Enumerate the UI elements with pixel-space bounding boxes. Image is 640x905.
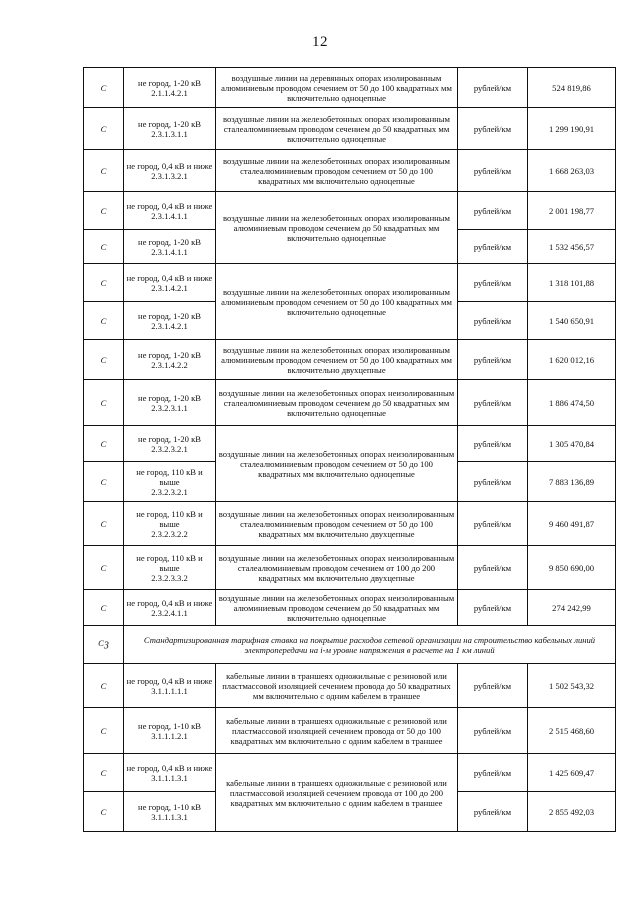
voltage-level: не город, 0,4 кВ и ниже [126,272,213,283]
rate-code: 2.3.1.4.2.2 [151,359,188,370]
unit: рублей/км [458,462,528,502]
rate-value: 1 425 609,47 [528,754,616,792]
line-description: воздушные линии на железобетонных опорах изолированным сталеалюминиевым проводом сечением до 50 квадратных мм включительно одноцепные [216,108,458,150]
voltage-level: не город, 1-10 кВ [138,720,201,731]
voltage-level: не город, 0,4 кВ и ниже [126,200,213,211]
rate-code: 2.1.1.4.2.1 [151,87,188,98]
voltage-level-cell [124,108,216,150]
voltage-level-cell [124,590,216,626]
line-description: воздушные линии на деревянных опорах изолированным алюминиевым проводом сечением от 50 до 100 квадратных мм включительно одноцепные [216,68,458,108]
page-number: 12 [312,34,328,50]
line-description: воздушные линии на железобетонных опорах неизолированным сталеалюминиевым проводом сечением от 100 до 200 квадратных мм включительно двухцепные [216,546,458,590]
rate-code: 2.3.1.3.2.1 [151,170,188,181]
rate-symbol: C [84,264,124,302]
unit: рублей/км [458,264,528,302]
voltage-level: не город, 1-20 кВ [138,349,201,360]
table-row [84,708,616,754]
voltage-level-cell [124,546,216,590]
rate-symbol: C [84,302,124,340]
section-title: Стандартизированная тарифная ставка на покрытие расходов сетевой организации на строительство кабельных линий электропередачи на i-м уровне напряжения в расчете на 1 км линий [124,626,616,664]
voltage-level-cell [124,264,216,302]
table-row [84,150,616,192]
rate-symbol: C [84,502,124,546]
unit: рублей/км [458,708,528,754]
line-description: воздушные линии на железобетонных опорах неизолированным сталеалюминиевым проводом сечением от 50 до 100 квадратных мм включительно одноцепные [216,426,458,502]
rate-value: 1 299 190,91 [528,108,616,150]
line-description: воздушные линии на железобетонных опорах изолированным алюминиевым проводом сечением от 50 до 100 квадратных мм включительно двухцепные [216,340,458,380]
voltage-level-cell [124,230,216,264]
tariff-table [83,67,616,832]
unit: рублей/км [458,380,528,426]
rate-code: 2.3.2.3.2.1 [151,443,188,454]
rate-symbol: C [84,590,124,626]
table-row [84,108,616,150]
line-description: воздушные линии на железобетонных опорах изолированным сталеалюминиевым проводом сечением от 50 до 100 квадратных мм включительно одноцепные [216,150,458,192]
rate-code: 2.3.2.3.2.2 [151,528,188,539]
table-row [84,754,616,792]
rate-code: 2.3.1.4.2.1 [151,282,188,293]
line-description: воздушные линии на железобетонных опорах изолированным алюминиевым проводом сечением от 50 до 100 квадратных мм включительно одноцепные [216,264,458,340]
rate-code: 2.3.1.4.1.1 [151,210,188,221]
voltage-level: не город, 1-20 кВ [138,310,201,321]
unit: рублей/км [458,792,528,832]
voltage-level: не город, 1-20 кВ [138,392,201,403]
rate-value: 2 001 198,77 [528,192,616,230]
unit: рублей/км [458,546,528,590]
rate-value: 1 318 101,88 [528,264,616,302]
unit: рублей/км [458,426,528,462]
voltage-level: не город, 0,4 кВ и ниже [126,762,213,773]
table-row [84,68,616,108]
section-symbol [84,626,124,664]
table-row [84,380,616,426]
rate-symbol: C [84,150,124,192]
voltage-level: не город, 1-10 кВ [138,801,201,812]
line-description: воздушные линии на железобетонных опорах неизолированным алюминиевым проводом сечением до 50 квадратных мм включительно одноцепные [216,590,458,626]
rate-value: 274 242,99 [528,590,616,626]
table-row [84,546,616,590]
rate-symbol: C [84,754,124,792]
voltage-level-cell [124,426,216,462]
voltage-level-cell [124,502,216,546]
rate-symbol: C [84,792,124,832]
voltage-level: не город, 1-20 кВ [138,77,201,88]
rate-code: 3.1.1.1.3.1 [151,811,188,822]
voltage-level-cell [124,340,216,380]
unit: рублей/км [458,664,528,708]
voltage-level-cell [124,708,216,754]
voltage-level: не город, 110 кВ и выше [136,552,203,573]
rate-symbol: C [84,68,124,108]
voltage-level: не город, 1-20 кВ [138,433,201,444]
voltage-level-cell [124,462,216,502]
table-row [84,426,616,462]
table-row [84,502,616,546]
line-description: воздушные линии на железобетонных опорах неизолированным сталеалюминиевым проводом сечением до 50 квадратных мм включительно одноцепные [216,380,458,426]
rate-symbol: C [84,230,124,264]
unit: рублей/км [458,302,528,340]
rate-code: 2.3.1.4.2.1 [151,320,188,331]
rate-symbol: C [84,108,124,150]
line-description: воздушные линии на железобетонных опорах неизолированным сталеалюминиевым проводом сечением от 50 до 100 квадратных мм включительно двухцепные [216,502,458,546]
rate-value: 1 305 470,84 [528,426,616,462]
voltage-level-cell [124,792,216,832]
section-symbol-subscript: 3 [103,640,109,652]
rate-value: 1 620 012,16 [528,340,616,380]
rate-symbol: C [84,426,124,462]
rate-code: 2.3.1.3.1.1 [151,128,188,139]
voltage-level-cell [124,754,216,792]
section-symbol-letter: C [98,637,104,648]
rate-code: 2.3.1.4.1.1 [151,246,188,257]
voltage-level: не город, 0,4 кВ и ниже [126,597,213,608]
voltage-level: не город, 1-20 кВ [138,236,201,247]
voltage-level-cell [124,380,216,426]
rate-symbol: C [84,546,124,590]
table-row [84,340,616,380]
rate-code: 3.1.1.1.2.1 [151,730,188,741]
rate-code: 3.1.1.1.3.1 [151,772,188,783]
unit: рублей/км [458,230,528,264]
rate-code: 2.3.2.3.3.2 [151,572,188,583]
line-description: кабельные линии в траншеях одножильные с резиновой или пластмассовой изоляцией сечением провода от 100 до 200 квадратных мм включительно с одним кабелем в траншее [216,754,458,832]
rate-value: 2 855 492,03 [528,792,616,832]
rate-value: 1 502 543,32 [528,664,616,708]
rate-value: 1 668 263,03 [528,150,616,192]
voltage-level-cell [124,664,216,708]
unit: рублей/км [458,590,528,626]
rate-value: 1 532 456,57 [528,230,616,264]
unit: рублей/км [458,340,528,380]
voltage-level: не город, 110 кВ и выше [136,508,203,529]
voltage-level-cell [124,68,216,108]
rate-value: 524 819,86 [528,68,616,108]
line-description: воздушные линии на железобетонных опорах изолированным алюминиевым проводом сечением до 50 квадратных мм включительно одноцепные [216,192,458,264]
rate-code: 2.3.2.3.2.1 [151,486,188,497]
rate-code: 3.1.1.1.1.1 [151,685,188,696]
rate-value: 9 850 690,00 [528,546,616,590]
table-row [84,664,616,708]
rate-value: 7 883 136,89 [528,462,616,502]
rate-value: 1 540 650,91 [528,302,616,340]
voltage-level-cell [124,192,216,230]
voltage-level: не город, 0,4 кВ и ниже [126,160,213,171]
unit: рублей/км [458,192,528,230]
rate-symbol: C [84,664,124,708]
unit: рублей/км [458,754,528,792]
table-row [84,264,616,302]
voltage-level: не город, 1-20 кВ [138,118,201,129]
rate-symbol: C [84,340,124,380]
voltage-level-cell [124,150,216,192]
table-row [84,192,616,230]
rate-symbol: C [84,462,124,502]
rate-value: 2 515 468,60 [528,708,616,754]
voltage-level: не город, 110 кВ и выше [136,466,203,487]
voltage-level-cell [124,302,216,340]
unit: рублей/км [458,502,528,546]
unit: рублей/км [458,150,528,192]
rate-symbol: C [84,380,124,426]
rate-symbol: C [84,192,124,230]
unit: рублей/км [458,108,528,150]
table-row [84,590,616,626]
section-row [84,626,616,664]
unit: рублей/км [458,68,528,108]
rate-value: 9 460 491,87 [528,502,616,546]
rate-code: 2.3.2.3.1.1 [151,402,188,413]
line-description: кабельные линии в траншеях одножильные с резиновой или пластмассовой изоляцией сечением провода до 50 квадратных мм включительно с одним кабелем в траншее [216,664,458,708]
line-description: кабельные линии в траншеях одножильные с резиновой или пластмассовой изоляцией сечением провода от 50 до 100 квадратных мм включительно с одним кабелем в траншее [216,708,458,754]
rate-value: 1 886 474,50 [528,380,616,426]
rate-code: 2.3.2.4.1.1 [151,607,188,618]
voltage-level: не город, 0,4 кВ и ниже [126,675,213,686]
rate-symbol: C [84,708,124,754]
